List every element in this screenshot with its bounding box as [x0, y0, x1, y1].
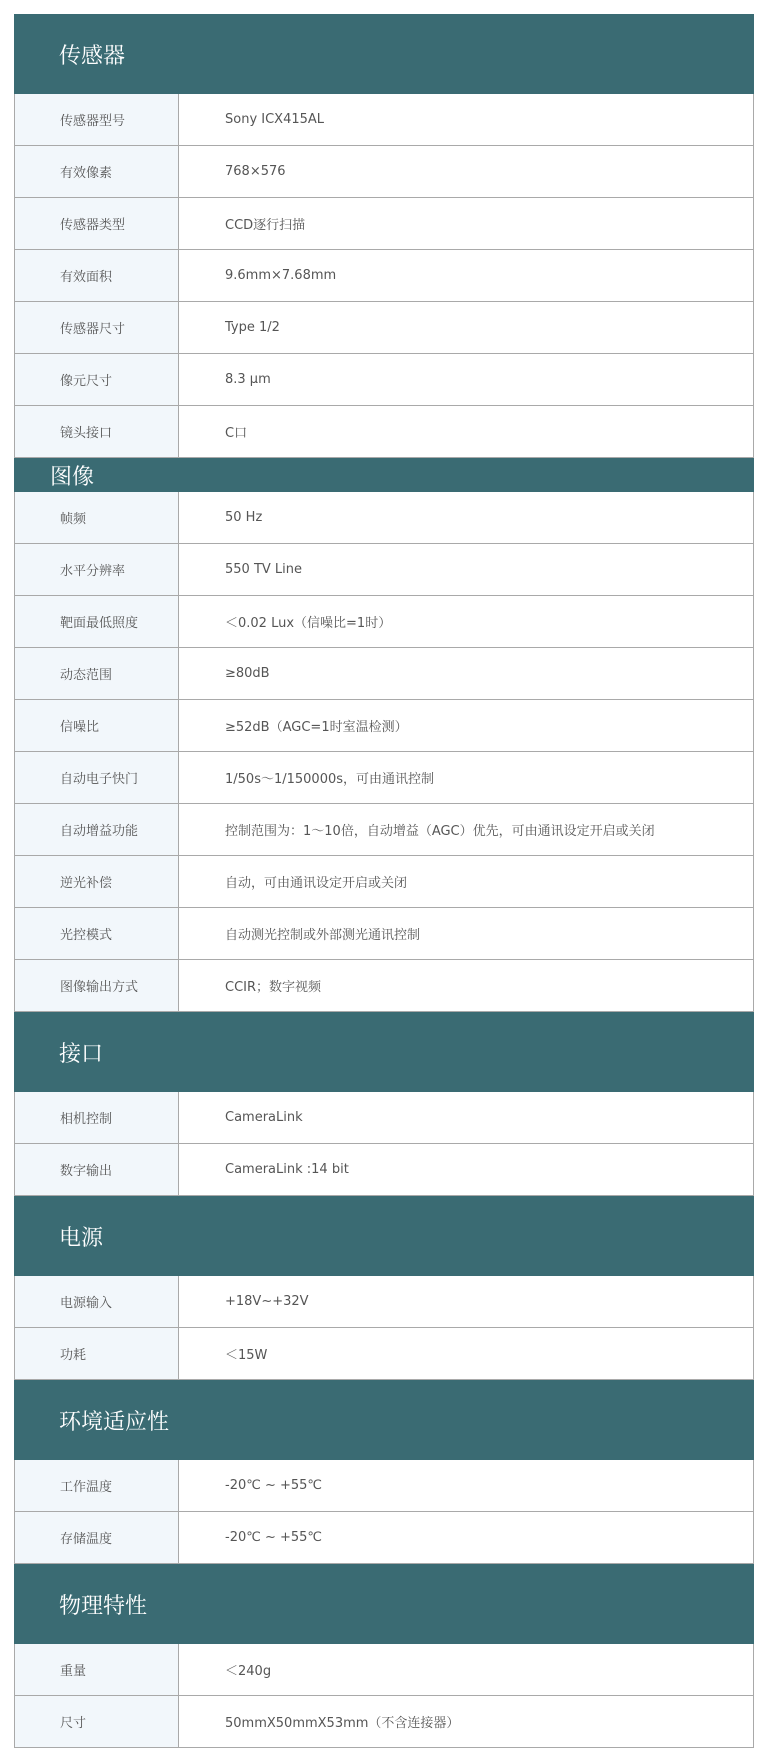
spec-value: ≥52dB（AGC=1时室温检测）: [179, 700, 753, 751]
spec-label: 功耗: [15, 1328, 179, 1379]
section-title: 物理特性: [14, 1564, 754, 1644]
spec-label: 有效像素: [15, 146, 179, 197]
spec-value: 1/50s～1/150000s，可由通讯控制: [179, 752, 753, 803]
spec-row: [14, 354, 754, 406]
spec-row: [14, 492, 754, 544]
spec-label: 传感器尺寸: [15, 302, 179, 353]
spec-label: 传感器型号: [15, 94, 179, 145]
spec-value: 768×576: [179, 146, 753, 197]
section-title: 接口: [14, 1012, 754, 1092]
spec-row: [14, 1144, 754, 1196]
spec-label: 存储温度: [15, 1512, 179, 1563]
spec-value: C口: [179, 406, 753, 457]
spec-row: [14, 1328, 754, 1380]
spec-row: [14, 250, 754, 302]
spec-value: -20℃ ~ +55℃: [179, 1512, 753, 1563]
spec-row: [14, 960, 754, 1012]
spec-row: [14, 804, 754, 856]
spec-label: 有效面积: [15, 250, 179, 301]
spec-table: [14, 14, 754, 1748]
section-title: 图像: [14, 458, 754, 492]
spec-value: Type 1/2: [179, 302, 753, 353]
spec-label: 镜头接口: [15, 406, 179, 457]
spec-value: 8.3 µm: [179, 354, 753, 405]
spec-label: 动态范围: [15, 648, 179, 699]
spec-label: 重量: [15, 1644, 179, 1695]
spec-label: 光控模式: [15, 908, 179, 959]
spec-label: 像元尺寸: [15, 354, 179, 405]
spec-value: CCIR；数字视频: [179, 960, 753, 1011]
spec-value: +18V~+32V: [179, 1276, 753, 1327]
spec-label: 自动增益功能: [15, 804, 179, 855]
spec-value: 50 Hz: [179, 492, 753, 543]
spec-value: 50mmX50mmX53mm（不含连接器）: [179, 1696, 753, 1747]
spec-label: 传感器类型: [15, 198, 179, 249]
section-title: 电源: [14, 1196, 754, 1276]
spec-row: [14, 198, 754, 250]
spec-label: 工作温度: [15, 1460, 179, 1511]
spec-label: 电源输入: [15, 1276, 179, 1327]
spec-row: [14, 752, 754, 804]
spec-row: [14, 1696, 754, 1748]
spec-row: [14, 302, 754, 354]
spec-row: [14, 1276, 754, 1328]
section-title: 环境适应性: [14, 1380, 754, 1460]
spec-value: Sony ICX415AL: [179, 94, 753, 145]
spec-row: [14, 1092, 754, 1144]
spec-row: [14, 544, 754, 596]
spec-value: ＜15W: [179, 1328, 753, 1379]
spec-label: 数字输出: [15, 1144, 179, 1195]
spec-label: 靶面最低照度: [15, 596, 179, 647]
spec-label: 自动电子快门: [15, 752, 179, 803]
spec-label: 相机控制: [15, 1092, 179, 1143]
spec-label: 水平分辨率: [15, 544, 179, 595]
spec-value: 9.6mm×7.68mm: [179, 250, 753, 301]
section-title: 传感器: [14, 14, 754, 94]
spec-value: CCD逐行扫描: [179, 198, 753, 249]
spec-row: [14, 1512, 754, 1564]
spec-value: ＜0.02 Lux（信噪比=1时）: [179, 596, 753, 647]
spec-value: 控制范围为：1～10倍，自动增益（AGC）优先，可由通讯设定开启或关闭: [179, 804, 753, 855]
spec-label: 尺寸: [15, 1696, 179, 1747]
spec-label: 图像输出方式: [15, 960, 179, 1011]
spec-label: 帧频: [15, 492, 179, 543]
spec-row: [14, 856, 754, 908]
spec-value: 自动，可由通讯设定开启或关闭: [179, 856, 753, 907]
spec-row: [14, 648, 754, 700]
spec-row: [14, 1644, 754, 1696]
spec-value: ≥80dB: [179, 648, 753, 699]
spec-value: 自动测光控制或外部测光通讯控制: [179, 908, 753, 959]
spec-label: 信噪比: [15, 700, 179, 751]
spec-value: ＜240g: [179, 1644, 753, 1695]
spec-row: [14, 406, 754, 458]
spec-value: CameraLink :14 bit: [179, 1144, 753, 1195]
spec-row: [14, 596, 754, 648]
spec-value: CameraLink: [179, 1092, 753, 1143]
spec-value: 550 TV Line: [179, 544, 753, 595]
spec-row: [14, 146, 754, 198]
spec-row: [14, 94, 754, 146]
spec-label: 逆光补偿: [15, 856, 179, 907]
spec-row: [14, 700, 754, 752]
spec-row: [14, 1460, 754, 1512]
spec-value: -20℃ ~ +55℃: [179, 1460, 753, 1511]
spec-row: [14, 908, 754, 960]
